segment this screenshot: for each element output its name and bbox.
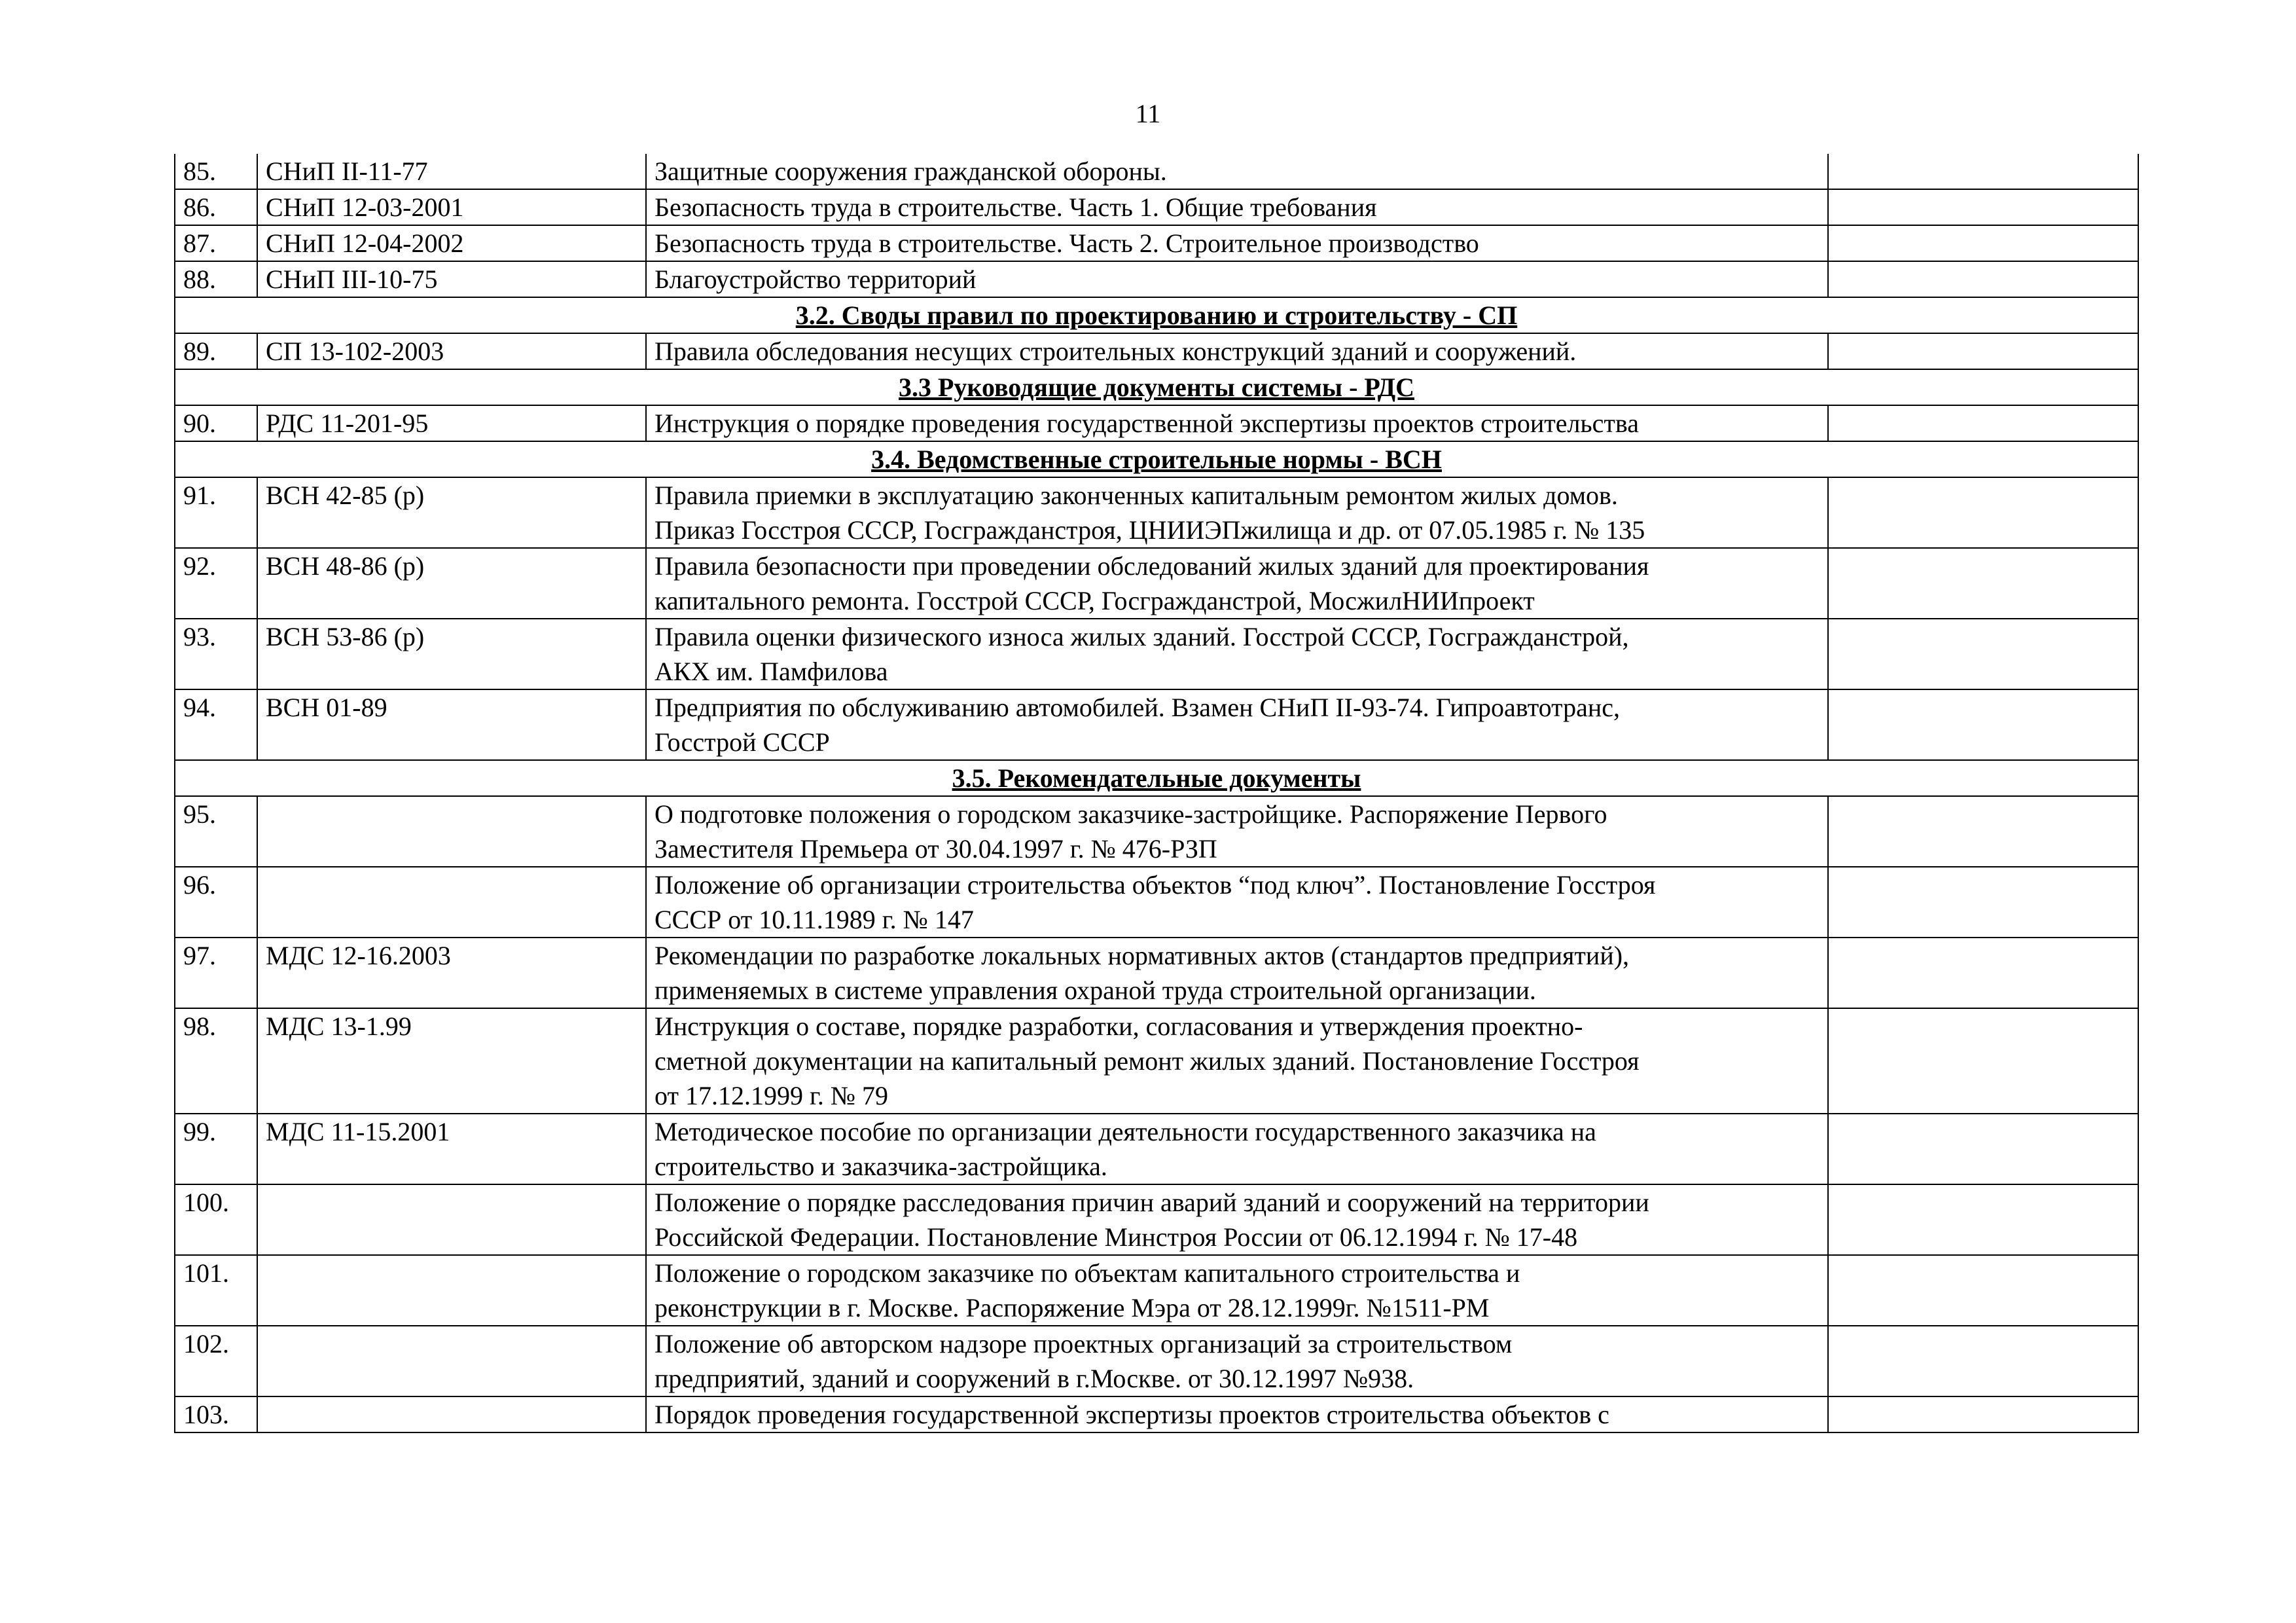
document-title <box>646 619 1828 689</box>
document-title <box>646 1396 1828 1432</box>
row-number: 103. <box>175 1396 257 1432</box>
row-number: 101. <box>175 1255 257 1326</box>
document-title-line: Методическое пособие по организации деятельности государственного заказчика на <box>655 1117 1596 1146</box>
note-cell <box>1828 1008 2138 1114</box>
document-title <box>646 1184 1828 1255</box>
table-row <box>175 1326 2138 1396</box>
document-title-line: применяемых в системе управления охраной труда строительной организации. <box>655 976 1536 1005</box>
document-title-line: Безопасность труда в строительстве. Часть 2. Строительное производство <box>655 228 1479 258</box>
row-number: 87. <box>175 225 257 261</box>
document-title-line: Положение о порядке расследования причин аварий зданий и сооружений на территории <box>655 1188 1649 1217</box>
document-title-line: Благоустройство территорий <box>655 264 977 294</box>
document-title-line: АКХ им. Памфилова <box>655 657 888 686</box>
document-code: МДС 13-1.99 <box>257 1008 646 1114</box>
document-code <box>257 1184 646 1255</box>
table-row <box>175 548 2138 619</box>
document-title-line: предприятий, зданий и сооружений в г.Москве. от 30.12.1997 №938. <box>655 1364 1414 1393</box>
document-title-line: строительство и заказчика-застройщика. <box>655 1152 1107 1181</box>
row-number: 85. <box>175 154 257 189</box>
document-title-line: СССР от 10.11.1989 г. № 147 <box>655 905 974 934</box>
table-row <box>175 1396 2138 1432</box>
table-row <box>175 154 2138 189</box>
document-code: СП 13-102-2003 <box>257 333 646 369</box>
document-code: СНиП 12-03-2001 <box>257 189 646 225</box>
document-code <box>257 867 646 938</box>
section-header-row <box>175 297 2138 333</box>
row-number: 100. <box>175 1184 257 1255</box>
document-title-line: Правила обследования несущих строительных конструкций зданий и сооружений. <box>655 337 1577 366</box>
note-cell <box>1828 261 2138 297</box>
document-title <box>646 796 1828 867</box>
document-code: ВСН 42-85 (р) <box>257 477 646 548</box>
document-title-line: Правила оценки физического износа жилых зданий. Госстрой СССР, Госгражданстрой, <box>655 622 1629 651</box>
document-code: ВСН 48-86 (р) <box>257 548 646 619</box>
note-cell <box>1828 796 2138 867</box>
document-title <box>646 867 1828 938</box>
document-title-line: Безопасность труда в строительстве. Часть 1. Общие требования <box>655 192 1377 222</box>
document-title-line: Положение об организации строительства объектов “под ключ”. Постановление Госстроя <box>655 870 1656 900</box>
table-row <box>175 689 2138 760</box>
document-title-line: Госстрой СССР <box>655 727 830 757</box>
row-number: 95. <box>175 796 257 867</box>
note-cell <box>1828 619 2138 689</box>
note-cell <box>1828 333 2138 369</box>
table-row <box>175 333 2138 369</box>
row-number: 99. <box>175 1114 257 1184</box>
document-title-line: Защитные сооружения гражданской обороны. <box>655 156 1167 186</box>
document-title-line: Инструкция о составе, порядке разработки, согласования и утверждения проектно- <box>655 1012 1583 1041</box>
document-code: СНиП III-10-75 <box>257 261 646 297</box>
document-title <box>646 225 1828 261</box>
document-code <box>257 1326 646 1396</box>
document-title-line: сметной документации на капитальный ремонт жилых зданий. Постановление Госстроя <box>655 1046 1640 1076</box>
row-number: 92. <box>175 548 257 619</box>
section-header-row <box>175 760 2138 796</box>
document-title <box>646 1326 1828 1396</box>
document-title-line: Инструкция о порядке проведения государственной экспертизы проектов строительства <box>655 409 1640 438</box>
section-title: 3.3 Руководящие документы системы - РДС <box>175 369 2138 405</box>
row-number: 86. <box>175 189 257 225</box>
section-header-row <box>175 441 2138 477</box>
document-title <box>646 477 1828 548</box>
document-title-line: реконструкции в г. Москве. Распоряжение Мэра от 28.12.1999г. №1511-РМ <box>655 1293 1490 1322</box>
note-cell <box>1828 154 2138 189</box>
document-title <box>646 1114 1828 1184</box>
standards-table <box>174 154 2139 1433</box>
table-row <box>175 1255 2138 1326</box>
note-cell <box>1828 938 2138 1008</box>
document-title-line: Положение об авторском надзоре проектных организаций за строительством <box>655 1329 1513 1359</box>
table-row <box>175 1184 2138 1255</box>
row-number: 90. <box>175 405 257 441</box>
table-row <box>175 867 2138 938</box>
row-number: 93. <box>175 619 257 689</box>
row-number: 97. <box>175 938 257 1008</box>
document-title <box>646 261 1828 297</box>
table-row <box>175 796 2138 867</box>
document-title <box>646 154 1828 189</box>
note-cell <box>1828 548 2138 619</box>
note-cell <box>1828 867 2138 938</box>
table-body <box>175 154 2138 1432</box>
document-title <box>646 548 1828 619</box>
document-title-line: Правила безопасности при проведении обследований жилых зданий для проектирования <box>655 551 1649 581</box>
document-title-line: Российской Федерации. Постановление Минстроя России от 06.12.1994 г. № 17-48 <box>655 1222 1578 1252</box>
note-cell <box>1828 1184 2138 1255</box>
document-code: ВСН 01-89 <box>257 689 646 760</box>
document-code <box>257 796 646 867</box>
document-title-line: от 17.12.1999 г. № 79 <box>655 1081 889 1110</box>
document-title-line: капитального ремонта. Госстрой СССР, Госгражданстрой, МосжилНИИпроект <box>655 586 1535 615</box>
note-cell <box>1828 405 2138 441</box>
row-number: 91. <box>175 477 257 548</box>
row-number: 98. <box>175 1008 257 1114</box>
document-title <box>646 405 1828 441</box>
table-row <box>175 619 2138 689</box>
document-title <box>646 938 1828 1008</box>
note-cell <box>1828 1396 2138 1432</box>
table-row <box>175 405 2138 441</box>
section-title: 3.5. Рекомендательные документы <box>175 760 2138 796</box>
document-code: ВСН 53-86 (р) <box>257 619 646 689</box>
row-number: 89. <box>175 333 257 369</box>
row-number: 94. <box>175 689 257 760</box>
note-cell <box>1828 1326 2138 1396</box>
table-row <box>175 477 2138 548</box>
table-row <box>175 938 2138 1008</box>
document-title-line: Порядок проведения государственной экспертизы проектов строительства объектов с <box>655 1400 1609 1429</box>
document-title-line: О подготовке положения о городском заказчике-застройщике. Распоряжение Первого <box>655 799 1607 829</box>
table-row <box>175 1114 2138 1184</box>
note-cell <box>1828 1114 2138 1184</box>
document-title-line: Положение о городском заказчике по объектам капитального строительства и <box>655 1258 1520 1288</box>
document-title <box>646 333 1828 369</box>
document-code: СНиП II-11-77 <box>257 154 646 189</box>
document-title-line: Правила приемки в эксплуатацию законченных капитальным ремонтом жилых домов. <box>655 481 1618 510</box>
table-row <box>175 261 2138 297</box>
note-cell <box>1828 477 2138 548</box>
document-title <box>646 189 1828 225</box>
page-number: 11 <box>1135 99 1161 128</box>
document-title <box>646 1008 1828 1114</box>
note-cell <box>1828 1255 2138 1326</box>
document-title <box>646 1255 1828 1326</box>
document-title-line: Рекомендации по разработке локальных нормативных актов (стандартов предприятий), <box>655 941 1630 970</box>
note-cell <box>1828 225 2138 261</box>
table-row <box>175 1008 2138 1114</box>
table-row <box>175 225 2138 261</box>
row-number: 96. <box>175 867 257 938</box>
section-title: 3.2. Своды правил по проектированию и строительству - СП <box>175 297 2138 333</box>
note-cell <box>1828 689 2138 760</box>
document-code: МДС 12-16.2003 <box>257 938 646 1008</box>
document-title-line: Приказ Госстроя СССР, Госгражданстроя, ЦНИИЭПжилища и др. от 07.05.1985 г. № 135 <box>655 515 1645 545</box>
document-title-line: Предприятия по обслуживанию автомобилей. Взамен СНиП II-93-74. Гипроавтотранс, <box>655 693 1620 722</box>
document-code: МДС 11-15.2001 <box>257 1114 646 1184</box>
document-title-line: Заместителя Премьера от 30.04.1997 г. № 476-РЗП <box>655 834 1217 864</box>
document-code: РДС 11-201-95 <box>257 405 646 441</box>
row-number: 102. <box>175 1326 257 1396</box>
row-number: 88. <box>175 261 257 297</box>
document-title <box>646 689 1828 760</box>
section-title: 3.4. Ведомственные строительные нормы - ВСН <box>175 441 2138 477</box>
note-cell <box>1828 189 2138 225</box>
document-code <box>257 1255 646 1326</box>
document-code: СНиП 12-04-2002 <box>257 225 646 261</box>
table-row <box>175 189 2138 225</box>
document-code <box>257 1396 646 1432</box>
section-header-row <box>175 369 2138 405</box>
